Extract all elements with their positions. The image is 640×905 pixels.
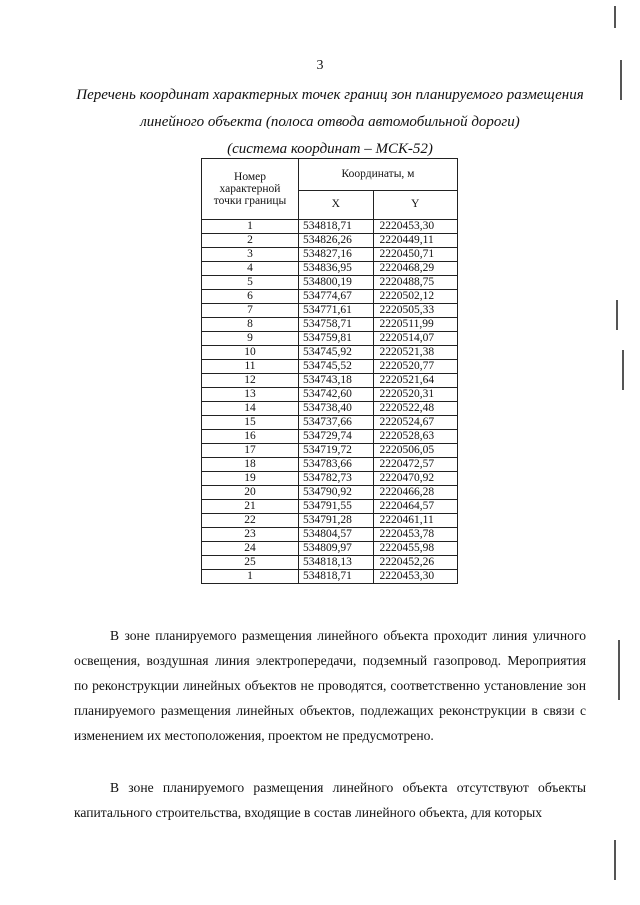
scan-margin-artifacts: [610, 0, 630, 905]
x-coordinate-cell: 534738,40: [299, 402, 374, 416]
table-row: [202, 402, 458, 416]
y-coordinate-cell: 2220511,99: [373, 318, 458, 332]
point-number-cell: 25: [202, 556, 299, 570]
point-number-cell: 14: [202, 402, 299, 416]
x-coordinate-cell: 534729,74: [299, 430, 374, 444]
table-row: [202, 388, 458, 402]
y-coordinate-cell: 2220453,78: [373, 528, 458, 542]
point-number-cell: 12: [202, 374, 299, 388]
y-coordinate-cell: 2220502,12: [373, 290, 458, 304]
point-number-cell: 16: [202, 430, 299, 444]
table-row: [202, 542, 458, 556]
coordinates-table: [201, 158, 458, 584]
title-line-1: Перечень координат характерных точек границ зон планируемого размещения: [76, 87, 584, 103]
paragraph-1: [74, 623, 586, 748]
point-number-cell: 20: [202, 486, 299, 500]
header-coordinates: Координаты, м: [299, 159, 458, 191]
point-number-cell: 19: [202, 472, 299, 486]
point-number-cell: 3: [202, 248, 299, 262]
table-row: [202, 528, 458, 542]
y-coordinate-cell: 2220466,28: [373, 486, 458, 500]
paragraph-2-text: В зоне планируемого размещения линейного объекта отсутствуют объекты капитального строительства, входящие в состав линейного объекта, для которых: [74, 780, 586, 820]
point-number-cell: 4: [202, 262, 299, 276]
document-title: [60, 82, 600, 163]
x-coordinate-cell: 534774,67: [299, 290, 374, 304]
y-coordinate-cell: 2220505,33: [373, 304, 458, 318]
y-coordinate-cell: 2220461,11: [373, 514, 458, 528]
table-row: [202, 374, 458, 388]
y-coordinate-cell: 2220470,92: [373, 472, 458, 486]
y-coordinate-cell: 2220520,31: [373, 388, 458, 402]
point-number-cell: 7: [202, 304, 299, 318]
x-coordinate-cell: 534759,81: [299, 332, 374, 346]
table-row: [202, 570, 458, 584]
point-number-cell: 18: [202, 458, 299, 472]
x-coordinate-cell: 534818,13: [299, 556, 374, 570]
table-row: [202, 220, 458, 234]
x-coordinate-cell: 534827,16: [299, 248, 374, 262]
scan-mark: [622, 350, 624, 390]
point-number-cell: 17: [202, 444, 299, 458]
table-row: [202, 430, 458, 444]
point-number-cell: 24: [202, 542, 299, 556]
point-number-cell: 5: [202, 276, 299, 290]
table-row: [202, 360, 458, 374]
point-number-cell: 10: [202, 346, 299, 360]
table-row: [202, 276, 458, 290]
x-coordinate-cell: 534826,26: [299, 234, 374, 248]
y-coordinate-cell: 2220521,64: [373, 374, 458, 388]
y-coordinate-cell: 2220468,29: [373, 262, 458, 276]
y-coordinate-cell: 2220488,75: [373, 276, 458, 290]
x-coordinate-cell: 534742,60: [299, 388, 374, 402]
table-row: [202, 472, 458, 486]
y-coordinate-cell: 2220453,30: [373, 570, 458, 584]
y-coordinate-cell: 2220450,71: [373, 248, 458, 262]
point-number-cell: 2: [202, 234, 299, 248]
scan-mark: [620, 60, 622, 100]
x-coordinate-cell: 534818,71: [299, 570, 374, 584]
title-line-3: (система координат – МСК-52): [227, 141, 433, 157]
y-coordinate-cell: 2220528,63: [373, 430, 458, 444]
y-coordinate-cell: 2220472,57: [373, 458, 458, 472]
point-number-cell: 1: [202, 220, 299, 234]
y-coordinate-cell: 2220449,11: [373, 234, 458, 248]
table-row: [202, 500, 458, 514]
page-number: 3: [316, 58, 324, 73]
table-row: [202, 556, 458, 570]
y-coordinate-cell: 2220524,67: [373, 416, 458, 430]
y-coordinate-cell: 2220520,77: [373, 360, 458, 374]
table-row: [202, 416, 458, 430]
scan-mark: [618, 640, 620, 700]
point-number-cell: 9: [202, 332, 299, 346]
y-coordinate-cell: 2220464,57: [373, 500, 458, 514]
x-coordinate-cell: 534809,97: [299, 542, 374, 556]
x-coordinate-cell: 534800,19: [299, 276, 374, 290]
point-number-cell: 11: [202, 360, 299, 374]
point-number-cell: 22: [202, 514, 299, 528]
table-row: [202, 486, 458, 500]
table-row: [202, 248, 458, 262]
paragraph-1-text: В зоне планируемого размещения линейного объекта проходит линия уличного освещения, воздушная линия электропередачи, подземный газопровод. Мероприятия по реконструкции линейных объектов не проводятся, соответственно установление зон планируемого размещения линейных объектов, подлежащих реконструкции в связи с изменением их местоположения, проектом не предусмотрено.: [74, 628, 586, 743]
scan-mark: [616, 300, 618, 330]
coordinates-table-body: [202, 220, 458, 584]
x-coordinate-cell: 534818,71: [299, 220, 374, 234]
paragraph-2: [74, 775, 586, 825]
x-coordinate-cell: 534790,92: [299, 486, 374, 500]
table-row: [202, 304, 458, 318]
x-coordinate-cell: 534745,52: [299, 360, 374, 374]
point-number-cell: 21: [202, 500, 299, 514]
table-row: [202, 444, 458, 458]
y-coordinate-cell: 2220514,07: [373, 332, 458, 346]
table-row: [202, 262, 458, 276]
point-number-cell: 13: [202, 388, 299, 402]
table-row: [202, 234, 458, 248]
x-coordinate-cell: 534804,57: [299, 528, 374, 542]
y-coordinate-cell: 2220506,05: [373, 444, 458, 458]
x-coordinate-cell: 534791,55: [299, 500, 374, 514]
point-number-cell: 15: [202, 416, 299, 430]
table-row: [202, 318, 458, 332]
point-number-cell: 6: [202, 290, 299, 304]
x-coordinate-cell: 534771,61: [299, 304, 374, 318]
x-coordinate-cell: 534758,71: [299, 318, 374, 332]
x-coordinate-cell: 534719,72: [299, 444, 374, 458]
header-y: Y: [373, 190, 458, 219]
table-row: [202, 458, 458, 472]
title-line-2: линейного объекта (полоса отвода автомобильной дороги): [140, 114, 520, 130]
header-x: X: [299, 190, 374, 219]
y-coordinate-cell: 2220522,48: [373, 402, 458, 416]
table-row: [202, 290, 458, 304]
y-coordinate-cell: 2220453,30: [373, 220, 458, 234]
point-number-cell: 1: [202, 570, 299, 584]
x-coordinate-cell: 534791,28: [299, 514, 374, 528]
x-coordinate-cell: 534743,18: [299, 374, 374, 388]
scan-mark: [614, 6, 616, 28]
point-number-cell: 23: [202, 528, 299, 542]
table-row: [202, 332, 458, 346]
x-coordinate-cell: 534836,95: [299, 262, 374, 276]
y-coordinate-cell: 2220455,98: [373, 542, 458, 556]
table-row: [202, 514, 458, 528]
header-point-number: Номер характерной точки границы: [202, 159, 299, 220]
x-coordinate-cell: 534782,73: [299, 472, 374, 486]
scan-mark: [614, 840, 616, 880]
y-coordinate-cell: 2220452,26: [373, 556, 458, 570]
x-coordinate-cell: 534737,66: [299, 416, 374, 430]
table-row: [202, 346, 458, 360]
x-coordinate-cell: 534745,92: [299, 346, 374, 360]
y-coordinate-cell: 2220521,38: [373, 346, 458, 360]
x-coordinate-cell: 534783,66: [299, 458, 374, 472]
point-number-cell: 8: [202, 318, 299, 332]
